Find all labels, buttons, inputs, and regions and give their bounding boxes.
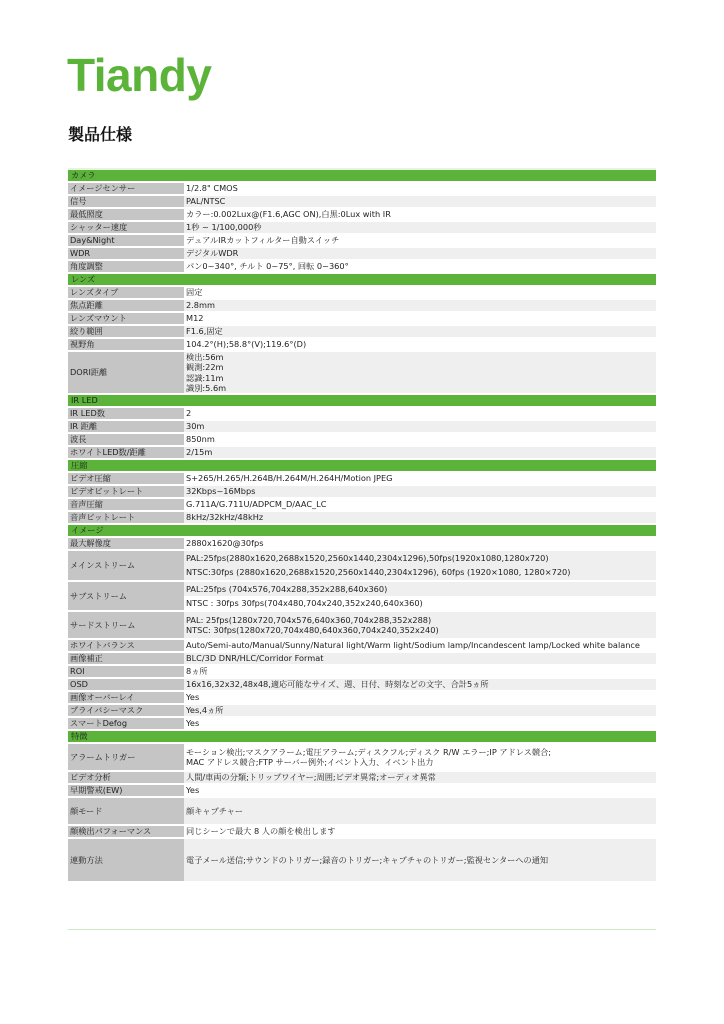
section-title: イメージ xyxy=(68,524,184,537)
spec-value: デュアルIRカットフィルター自動スイッチ xyxy=(184,234,656,247)
section-title: 特徴 xyxy=(68,730,184,743)
spec-value: 2.8mm xyxy=(184,299,656,312)
spec-value: 人間/車両の分類;トリップワイヤー;周囲;ビデオ異常;オーディオ異常 xyxy=(184,771,656,784)
section-bar xyxy=(184,169,656,182)
spec-row xyxy=(68,652,656,665)
spec-label: プライバシーマスク xyxy=(68,704,184,717)
spec-label: WDR xyxy=(68,247,184,260)
spec-row xyxy=(68,286,656,299)
spec-value-line: 認識:11m xyxy=(186,372,224,383)
spec-row xyxy=(68,351,656,394)
spec-value: 8ヵ所 xyxy=(184,665,656,678)
page-title: 製品仕様 xyxy=(68,125,133,144)
spec-label: ROI xyxy=(68,665,184,678)
spec-label: ホワイトバランス xyxy=(68,639,184,652)
spec-value-line: PAL: 25fps(1280x720,704x576,640x360,704x288,352x288) xyxy=(186,614,432,625)
spec-label: ビデオ分析 xyxy=(68,771,184,784)
spec-row xyxy=(68,665,656,678)
spec-value-line: MAC アドレス競合;FTP サーバー例外;イベント入力、イベント出力 xyxy=(186,757,434,767)
spec-label: アラームトリガー xyxy=(68,743,184,771)
spec-row xyxy=(68,704,656,717)
spec-value: 1秒 ~ 1/100,000秒 xyxy=(184,221,656,234)
spec-value: Yes xyxy=(184,784,656,797)
spec-label: メインストリーム xyxy=(68,550,184,581)
spec-label: 画像補正 xyxy=(68,652,184,665)
spec-label: レンズタイプ xyxy=(68,286,184,299)
spec-row xyxy=(68,325,656,338)
spec-row xyxy=(68,550,656,581)
spec-value-group xyxy=(184,581,656,612)
spec-value: 2 xyxy=(184,407,656,420)
spec-label: 波長 xyxy=(68,433,184,446)
spec-value: 16x16,32x32,48x48,適応可能なサイズ、週、日付、時刻などの文字、合計5ヵ所 xyxy=(184,678,656,691)
spec-label: 最大解像度 xyxy=(68,537,184,550)
spec-row xyxy=(68,420,656,433)
spec-table xyxy=(68,168,656,883)
spec-value: 同じシーンで最大 8 人の顔を検出します xyxy=(184,825,656,838)
spec-value-group xyxy=(184,351,656,394)
spec-value: Yes,4ヵ所 xyxy=(184,704,656,717)
section-header xyxy=(68,394,656,407)
spec-value: 8kHz/32kHz/48kHz xyxy=(184,511,656,524)
spec-value-line: NTSC: 30fps(1280x720,704x480,640x360,704x240,352x240) xyxy=(186,625,439,635)
spec-label: ビデオビットレート xyxy=(68,485,184,498)
tiandy-logo: Tiandy xyxy=(67,49,212,101)
spec-label: 早期警戒(EW) xyxy=(68,784,184,797)
spec-row xyxy=(68,208,656,221)
spec-value: 2/15m xyxy=(184,446,656,459)
spec-value: パン0~340°, チルト 0~75°, 回転 0~360° xyxy=(184,260,656,273)
spec-value-line: 検出:56m xyxy=(186,352,224,362)
spec-value: カラー:0.002Lux@(F1.6,AGC ON),白黒:0Lux with IR xyxy=(184,208,656,221)
spec-value-line: 観測:22m xyxy=(186,362,224,373)
spec-row xyxy=(68,797,656,825)
section-bar xyxy=(184,459,656,472)
spec-row xyxy=(68,221,656,234)
spec-value: Yes xyxy=(184,691,656,704)
spec-row xyxy=(68,717,656,730)
spec-row xyxy=(68,691,656,704)
spec-label: 画像オーバーレイ xyxy=(68,691,184,704)
spec-row xyxy=(68,537,656,550)
spec-value: 固定 xyxy=(184,286,656,299)
spec-value-line: NTSC : 30fps 30fps(704x480,704x240,352x240,640x360) xyxy=(186,597,423,608)
spec-label: IR 距離 xyxy=(68,420,184,433)
spec-row xyxy=(68,247,656,260)
spec-value-line: モーション検出;マスクアラーム;電圧アラーム;ディスクフル;ディスク R/W エラー;IP アドレス競合; xyxy=(186,746,552,757)
spec-label: 連動方法 xyxy=(68,838,184,882)
spec-row xyxy=(68,312,656,325)
spec-value-group xyxy=(184,550,656,581)
section-header xyxy=(68,459,656,472)
section-bar xyxy=(184,524,656,537)
section-header xyxy=(68,273,656,286)
spec-label: ビデオ圧縮 xyxy=(68,472,184,485)
section-title: IR LED xyxy=(68,394,184,407)
spec-row xyxy=(68,182,656,195)
spec-row xyxy=(68,611,656,639)
spec-row xyxy=(68,472,656,485)
spec-value: PAL/NTSC xyxy=(184,195,656,208)
spec-value: M12 xyxy=(184,312,656,325)
section-header xyxy=(68,524,656,537)
spec-label: 顔検出パフォーマンス xyxy=(68,825,184,838)
spec-label: 視野角 xyxy=(68,338,184,351)
spec-label: 音声ビットレート xyxy=(68,511,184,524)
spec-row xyxy=(68,771,656,784)
spec-label: 顔モード xyxy=(68,797,184,825)
section-title: カメラ xyxy=(68,169,184,182)
section-title: レンズ xyxy=(68,273,184,286)
spec-value: 104.2°(H);58.8°(V);119.6°(D) xyxy=(184,338,656,351)
spec-value: F1.6,固定 xyxy=(184,325,656,338)
spec-value: Auto/Semi-auto/Manual/Sunny/Natural light/Warm light/Sodium lamp/Incandescent lamp/Locked white balance xyxy=(184,639,656,652)
spec-label: サードストリーム xyxy=(68,611,184,639)
spec-label: 音声圧縮 xyxy=(68,498,184,511)
spec-label: OSD xyxy=(68,678,184,691)
spec-row xyxy=(68,260,656,273)
spec-value: 電子メール送信;サウンドのトリガー;録音のトリガー;キャプチャのトリガー;監視センターへの通知 xyxy=(184,838,656,882)
spec-label: 信号 xyxy=(68,195,184,208)
spec-value: 1/2.8" CMOS xyxy=(184,182,656,195)
spec-value-line: NTSC:30fps (2880x1620,2688x1520,2560x1440,2304x1296), 60fps (1920×1080, 1280×720) xyxy=(186,567,571,578)
spec-row xyxy=(68,195,656,208)
spec-label: IR LED数 xyxy=(68,407,184,420)
spec-row xyxy=(68,825,656,838)
spec-value-line: PAL:25fps (704x576,704x288,352x288,640x360) xyxy=(184,582,656,596)
spec-value: G.711A/G.711U/ADPCM_D/AAC_LC xyxy=(184,498,656,511)
spec-row xyxy=(68,511,656,524)
spec-row xyxy=(68,338,656,351)
section-bar xyxy=(184,273,656,286)
spec-row xyxy=(68,581,656,612)
spec-row xyxy=(68,433,656,446)
spec-label: スマートDefog xyxy=(68,717,184,730)
spec-row xyxy=(68,407,656,420)
spec-label: 角度調整 xyxy=(68,260,184,273)
spec-value: 30m xyxy=(184,420,656,433)
spec-label: サブストリーム xyxy=(68,581,184,612)
spec-row xyxy=(68,678,656,691)
spec-label: シャッター速度 xyxy=(68,221,184,234)
spec-label: Day&Night xyxy=(68,234,184,247)
spec-row xyxy=(68,838,656,882)
spec-value: 32Kbps~16Mbps xyxy=(184,485,656,498)
spec-value-line: 識別:5.6m xyxy=(186,382,227,393)
spec-value-group xyxy=(184,611,656,639)
spec-label: 絞り範囲 xyxy=(68,325,184,338)
spec-value-group xyxy=(184,743,656,771)
spec-value: 顔キャプチャー xyxy=(184,797,656,825)
spec-label: 焦点距離 xyxy=(68,299,184,312)
spec-value: 850nm xyxy=(184,433,656,446)
spec-row xyxy=(68,234,656,247)
spec-row xyxy=(68,784,656,797)
spec-value: S+265/H.265/H.264B/H.264M/H.264H/Motion JPEG xyxy=(184,472,656,485)
spec-label: ホワイトLED数/距離 xyxy=(68,446,184,459)
spec-value: Yes xyxy=(184,717,656,730)
spec-label: レンズマウント xyxy=(68,312,184,325)
spec-row xyxy=(68,498,656,511)
spec-row xyxy=(68,485,656,498)
section-header xyxy=(68,169,656,182)
spec-label: イメージセンサー xyxy=(68,182,184,195)
section-header xyxy=(68,730,656,743)
section-bar xyxy=(184,730,656,743)
spec-value: 2880x1620@30fps xyxy=(184,537,656,550)
spec-value: デジタルWDR xyxy=(184,247,656,260)
section-title: 圧縮 xyxy=(68,459,184,472)
spec-value: BLC/3D DNR/HLC/Corridor Format xyxy=(184,652,656,665)
spec-row xyxy=(68,743,656,771)
spec-row xyxy=(68,446,656,459)
section-bar xyxy=(184,394,656,407)
spec-row xyxy=(68,299,656,312)
spec-label: DORI距離 xyxy=(68,351,184,394)
spec-row xyxy=(68,639,656,652)
table-bottom-rule xyxy=(68,929,656,930)
spec-value-line: PAL:25fps(2880x1620,2688x1520,2560x1440,2304x1296),50fps(1920x1080,1280x720) xyxy=(184,551,656,565)
spec-label: 最低照度 xyxy=(68,208,184,221)
